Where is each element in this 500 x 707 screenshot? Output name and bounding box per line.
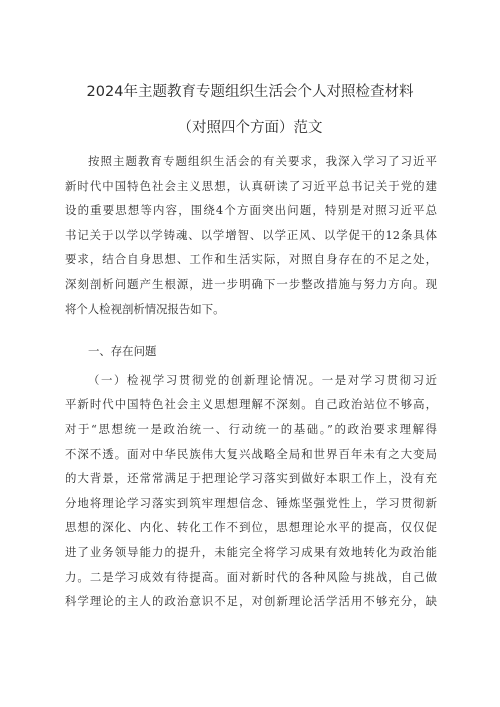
document-body <box>65 149 437 614</box>
section-line: 进了业务领导能力的提升，未能完全将学习成果有效地转化为政治能 <box>65 544 437 559</box>
intro-line: 按照主题教育专题组织生活会的有关要求，我深入学习了习近平 <box>88 154 437 168</box>
intro-line: 深刻剖析问题产生根源，进一步明确下一步整改措施与努力方向。现 <box>65 276 437 291</box>
document-subtitle: （对照四个方面）范文 <box>177 120 323 136</box>
section-line: 分地将理论学习落实到筑牢理想信念、锤炼坚强党性上，学习贯彻新 <box>65 495 437 510</box>
intro-line: 要求，结合自身思想、工作和生活实际，对照自身存在的不足之处， <box>65 252 437 267</box>
section-line: 科学理论的主人的政治意识不足，对创新理论活学活用不够充分，缺 <box>65 594 437 609</box>
intro-line: 新时代中国特色社会主义思想，认真研读了习近平总书记关于党的建 <box>65 178 437 193</box>
section-line: （一）检视学习贯彻党的创新理论情况。一是对学习贯彻习近 <box>88 372 437 387</box>
section-heading: 一、存在问题 <box>88 344 157 359</box>
section-line: 平新时代中国特色社会主义思想理解不深刻。自己政治站位不够高， <box>65 397 437 412</box>
section-line: 的大背景，还常常满足于把理论学习落实到做好本职工作上，没有充 <box>65 471 437 486</box>
section-line: 不深不透。面对中华民族伟大复兴战略全局和世界百年未有之大变局 <box>65 446 437 461</box>
section-line: 对于“思想统一是政治统一、行动统一的基础。”的政治要求理解得 <box>65 421 437 436</box>
intro-line: 设的重要思想等内容，围绕4个方面突出问题，特别是对照习近平总 <box>65 203 437 218</box>
intro-line: 将个人检视剖析情况报告如下。 <box>65 301 225 316</box>
document-title: 2024年主题教育专题组织生活会个人对照检查材料 <box>86 84 414 100</box>
section-line: 力。二是学习成效有待提高。面对新时代的各种风险与挑战，自己做 <box>65 569 437 584</box>
section-line: 思想的深化、内化、转化工作不到位，思想理论水平的提高，仅仅促 <box>65 520 437 535</box>
intro-line: 书记关于以学以学铸魂、以学增智、以学正风、以学促干的12条具体 <box>65 227 437 242</box>
